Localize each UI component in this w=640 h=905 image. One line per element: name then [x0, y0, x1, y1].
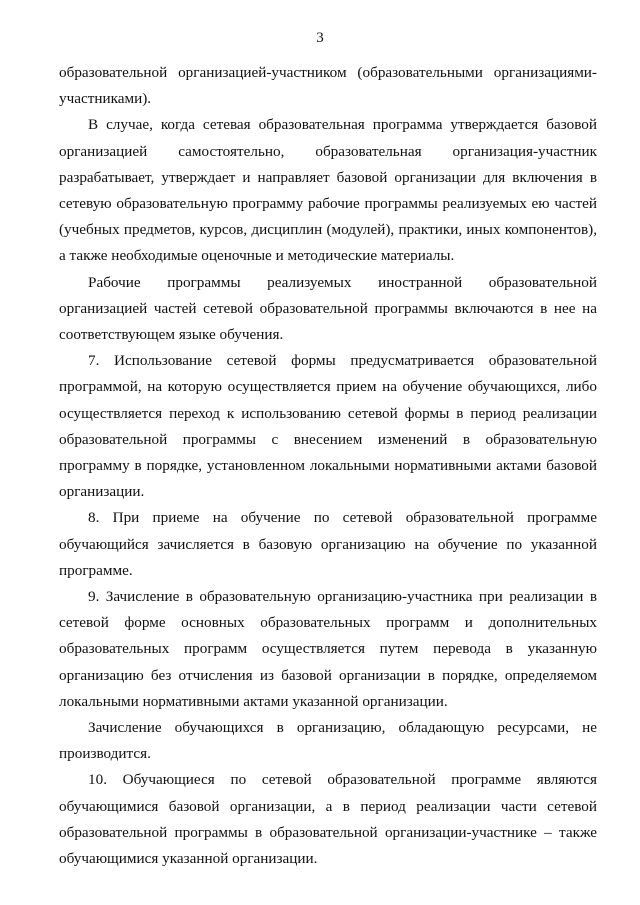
paragraph-enrollment-resources: Зачисление обучающихся в организацию, обладающую ресурсами, не производится.	[59, 719, 597, 763]
document-body	[59, 60, 597, 872]
paragraph-foreign-programs: Рабочие программы реализуемых иностранной образовательной организацией частей сетевой образовательной программы включаются в нее на соответствующем языке обучения.	[59, 273, 597, 344]
paragraph-item-8: 8. При приеме на обучение по сетевой образовательной программе обучающийся зачисляется в базовую организацию на обучение по указанной программе.	[59, 509, 597, 579]
paragraph-item-10: 10. Обучающиеся по сетевой образовательной программе являются обучающимися базовой организации, а в период реализации части сетевой образовательной программы в образовательной организации-участнике – также обучающимися указанной организации.	[59, 771, 597, 868]
page-number: 3	[316, 30, 324, 46]
paragraph-item-7: 7. Использование сетевой формы предусматривается образовательной программой, на которую осуществляется прием на обучение обучающихся, либо осуществляется переход к использованию сетевой формы в период реализации образовательной программы с внесением изменений в образовательную программу в порядке, установленном локальными нормативными актами базовой организации.	[59, 352, 597, 501]
paragraph-program-approval: В случае, когда сетевая образовательная программа утверждается базовой организацией самостоятельно, образовательная организация-участник разрабатывает, утверждает и направляет базовой организации для включения в сетевую образовательную программу рабочие программы реализуемых ею частей (учебных предметов, курсов, дисциплин (модулей), практики, иных компонентов), а также необходимые оценочные и методические материалы.	[59, 116, 597, 265]
paragraph-continuation: образовательной организацией-участником (образовательными организациями-участниками).	[59, 64, 597, 108]
paragraph-item-9: 9. Зачисление в образовательную организацию-участника при реализации в сетевой форме основных образовательных программ и дополнительных образовательных программ осуществляется путем перевода в указанную организацию без отчисления из базовой организации в порядке, определяемом локальными нормативными актами указанной организации.	[59, 588, 597, 710]
